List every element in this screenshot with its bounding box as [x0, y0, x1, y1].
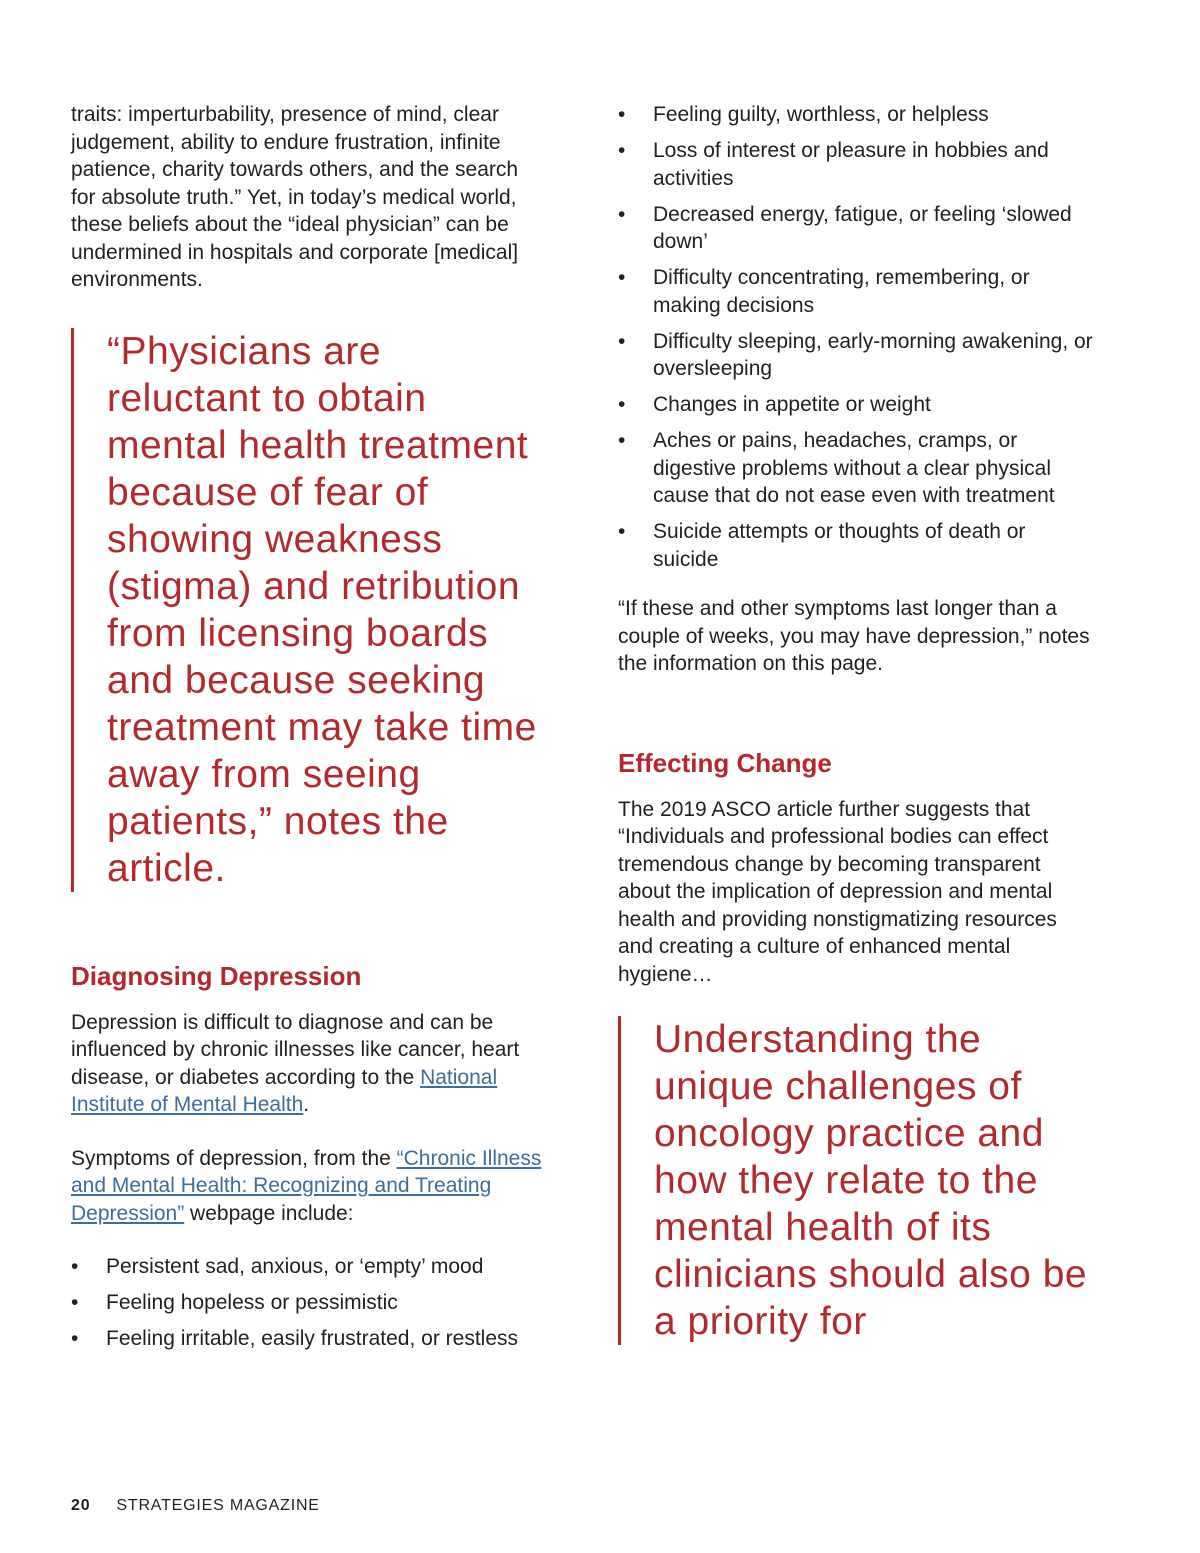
section-heading-effecting-change: Effecting Change: [618, 747, 832, 778]
list-item: [618, 201, 1093, 256]
list-item: [618, 264, 1093, 319]
bullet-icon: •: [71, 1327, 79, 1350]
bullet-icon: •: [618, 202, 626, 226]
list-item: [618, 101, 1093, 129]
list-item: [71, 1325, 546, 1353]
list-item: [618, 427, 1093, 510]
symptoms-intro-text-end: webpage include:: [184, 1201, 354, 1225]
list-item-text: Feeling irritable, easily frustrated, or restless: [106, 1327, 518, 1350]
diagnosis-paragraph: [71, 1009, 546, 1119]
list-item: [618, 137, 1093, 192]
list-item: [618, 328, 1093, 383]
symptoms-note-paragraph: “If these and other symptoms last longer than a couple of weeks, you may have depression,” notes the information on this page.: [618, 597, 1090, 675]
list-item-text: Persistent sad, anxious, or ‘empty’ mood: [106, 1255, 484, 1278]
list-item-text: Feeling guilty, worthless, or helpless: [653, 103, 989, 126]
pull-quote-text: Understanding the unique challenges of oncology practice and how they relate to the mental health of its clinicians should also be a priority for: [654, 1018, 1088, 1343]
bullet-icon: •: [618, 266, 626, 289]
bullet-icon: •: [71, 1255, 79, 1278]
list-item-text: Aches or pains, headaches, cramps, or digestive problems without a clear physical cause that do not ease even with treatment: [653, 429, 1055, 507]
list-item-text: Changes in appetite or weight: [653, 393, 931, 416]
bullet-icon: •: [618, 103, 626, 126]
section-heading-diagnosing: Diagnosing Depression: [71, 960, 362, 991]
list-item: [618, 518, 1093, 573]
list-item-text: Loss of interest or pleasure in hobbies and activities: [653, 139, 1049, 190]
page-number: 20: [71, 1497, 91, 1514]
list-item: [71, 1253, 546, 1281]
list-item-text: Decreased energy, fatigue, or feeling ‘slowed down’: [653, 202, 1072, 253]
bullet-icon: •: [618, 393, 626, 416]
list-item-text: Feeling hopeless or pessimistic: [106, 1291, 398, 1314]
pull-quote-text: “Physicians are reluctant to obtain mental health treatment because of fear of showing weakness (stigma) and retribution from licensing boards and because seeking treatment may take time away from seeing patients,” notes the article.: [107, 329, 537, 890]
bullet-icon: •: [618, 429, 626, 452]
page-footer: [71, 1497, 320, 1515]
publication-name: STRATEGIES MAGAZINE: [116, 1497, 320, 1514]
symptom-list-right: [618, 101, 1093, 573]
list-item-text: Difficulty concentrating, remembering, or making decisions: [653, 266, 1030, 317]
nimh-link[interactable]: National Institute of Mental Health: [71, 1065, 498, 1116]
bullet-icon: •: [618, 520, 626, 543]
intro-paragraph: traits: imperturbability, presence of mind, clear judgement, ability to endure frustration, infinite patience, charity towards others, and the search for absolute truth.” Yet, in today’s medical world, these beliefs about the “ideal physician” can be undermined in hospitals and corporate [medical] environments.: [71, 103, 519, 291]
left-column: [71, 101, 546, 1361]
chronic-illness-link[interactable]: “Chronic Illness and Mental Health: Recognizing and Treating Depression”: [71, 1146, 542, 1225]
list-item: [71, 1289, 546, 1317]
list-item-text: Difficulty sleeping, early-morning awakening, or oversleeping: [653, 329, 1093, 380]
list-item: [618, 391, 1093, 419]
pull-quote-physicians: [71, 328, 546, 892]
asco-paragraph: The 2019 ASCO article further suggests that “Individuals and professional bodies can effect tremendous change by becoming transparent about the implication of depression and mental health and providing nonstigmatizing resources and creating a culture of enhanced mental hygiene…: [618, 797, 1057, 986]
bullet-icon: •: [618, 329, 626, 353]
diagnosis-text: Depression is difficult to diagnose and can be influenced by chronic illnesses like cancer, heart disease, or diabetes according to the: [71, 1010, 520, 1089]
right-column: [618, 101, 1093, 1345]
symptoms-intro-paragraph: [71, 1145, 546, 1228]
symptoms-intro-text: Symptoms of depression, from the: [71, 1146, 397, 1170]
list-item-text: Suicide attempts or thoughts of death or suicide: [653, 520, 1026, 571]
symptom-list-left: [71, 1253, 546, 1353]
diagnosis-text-end: .: [303, 1093, 310, 1116]
pull-quote-oncology: [618, 1016, 1093, 1345]
bullet-icon: •: [71, 1291, 79, 1314]
bullet-icon: •: [618, 139, 626, 162]
